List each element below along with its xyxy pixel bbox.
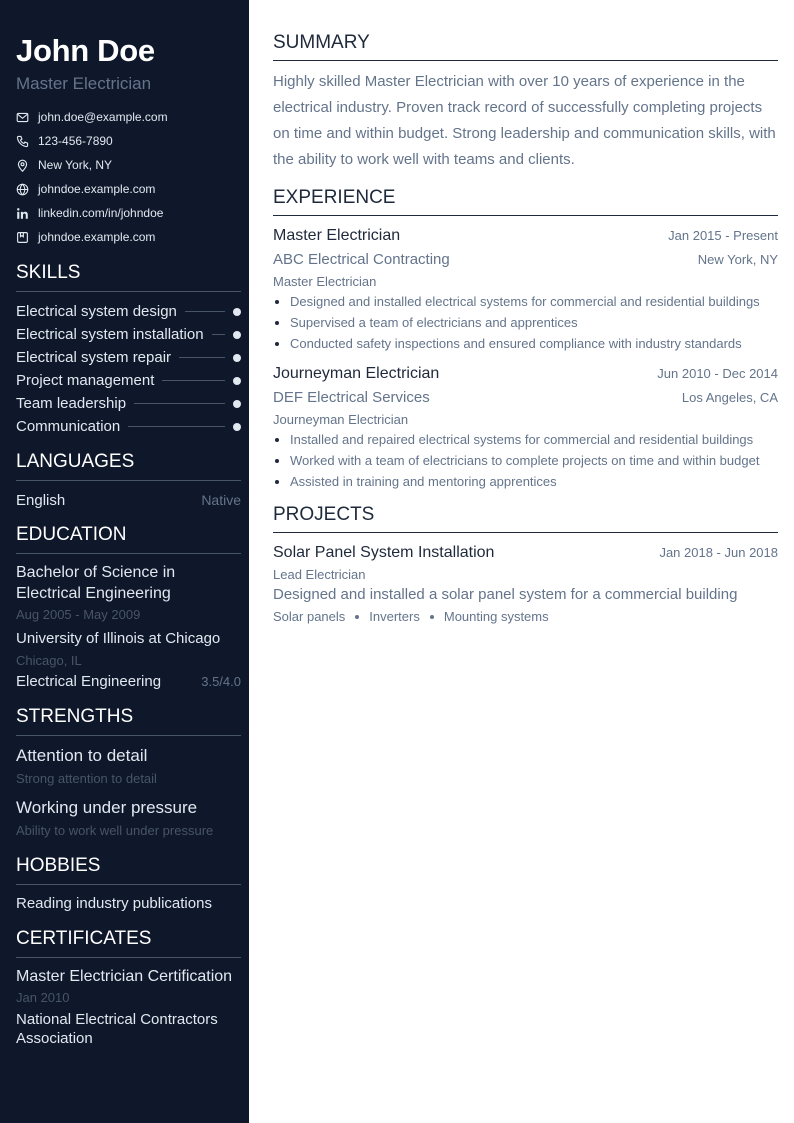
bullet-item: Worked with a team of electricians to complete projects on time and within budget: [273, 452, 778, 469]
contact-email[interactable]: [16, 105, 241, 129]
name: John Doe: [16, 33, 155, 68]
skill-item: [16, 369, 241, 392]
contact-text: 123-456-7890: [38, 134, 113, 148]
skill-label: Electrical system installation: [16, 326, 204, 343]
strength-desc: Strong attention to detail: [16, 771, 157, 786]
job-company: ABC Electrical Contracting: [273, 251, 450, 268]
main-content: [273, 32, 778, 642]
skill-label: Team leadership: [16, 395, 127, 412]
bullet-item: Conducted safety inspections and ensured compliance with industry standards: [273, 335, 778, 352]
section-heading: EDUCATION: [16, 523, 241, 554]
contact-phone[interactable]: [16, 129, 241, 153]
skill-label: Project management: [16, 372, 155, 389]
certificates-section: [16, 927, 241, 1048]
job-bullets: [273, 293, 778, 352]
job-entry: [273, 224, 778, 352]
phone-icon: [16, 135, 29, 148]
languages-section: [16, 450, 241, 511]
bullet-item: Installed and repaired electrical systems for commercial and residential buildings: [273, 431, 778, 448]
summary-text: Highly skilled Master Electrician with over 10 years of experience in the electrical industry. Proven track record of successfully completing projects on time and within budget. Strong leadership and communication skills, with the ability to work well with teams and clients.: [273, 73, 776, 168]
education-field-row: [16, 671, 241, 693]
skill-label: Electrical system design: [16, 303, 177, 320]
section-heading: CERTIFICATES: [16, 927, 241, 958]
project-dates: Jan 2018 - Jun 2018: [659, 545, 778, 560]
project-tags: [273, 606, 778, 628]
project-title: Solar Panel System Installation: [273, 544, 495, 561]
education-location: Chicago, IL: [16, 653, 82, 668]
skill-item: [16, 300, 241, 323]
project-tag: Mounting systems: [443, 609, 549, 624]
project-desc: Designed and installed a solar panel system for a commercial building: [273, 586, 738, 603]
hobbies-section: [16, 854, 241, 915]
job-role: Master Electrician: [273, 274, 377, 289]
job-location: New York, NY: [697, 252, 778, 267]
contact-list: [16, 105, 241, 249]
skill-label: Communication: [16, 418, 121, 435]
section-heading: HOBBIES: [16, 854, 241, 885]
contact-portfolio[interactable]: [16, 225, 241, 249]
experience-section: [273, 187, 778, 490]
hobby-item: Reading industry publications: [16, 895, 212, 912]
skills-section: [16, 261, 241, 438]
strength-desc: Ability to work well under pressure: [16, 823, 214, 838]
skill-dot: [233, 423, 241, 431]
bullet-item: Assisted in training and mentoring apprentices: [273, 473, 778, 490]
mail-icon: [16, 111, 29, 124]
section-heading: SKILLS: [16, 261, 241, 292]
location-icon: [16, 159, 29, 172]
linkedin-icon: [16, 207, 29, 220]
education-degree: Bachelor of Science in Electrical Engineering: [16, 564, 176, 602]
education-gpa: 3.5/4.0: [201, 674, 241, 689]
skill-label: Electrical system repair: [16, 349, 172, 366]
job-company: DEF Electrical Services: [273, 389, 430, 406]
strengths-section: [16, 705, 241, 842]
section-heading: EXPERIENCE: [273, 187, 778, 216]
contact-location: [16, 153, 241, 177]
job-title: Master Electrician: [16, 74, 152, 93]
contact-linkedin[interactable]: [16, 201, 241, 225]
education-section: [16, 523, 241, 693]
strength-title: Attention to detail: [16, 746, 148, 765]
skill-line: [179, 357, 225, 358]
certificate-issuer: National Electrical Contractors Association: [16, 1011, 218, 1047]
globe-icon: [16, 183, 29, 196]
skill-dot: [233, 308, 241, 316]
education-dates: Aug 2005 - May 2009: [16, 607, 141, 622]
skill-item: [16, 323, 241, 346]
section-heading: STRENGTHS: [16, 705, 241, 736]
job-title: Master Electrician: [273, 227, 401, 244]
sidebar: [0, 0, 249, 1123]
job-bullets: [273, 431, 778, 490]
skill-item: [16, 392, 241, 415]
project-tag: Solar panels: [273, 609, 346, 624]
tag-separator: [430, 615, 434, 619]
skill-line: [134, 403, 225, 404]
language-name: English: [16, 491, 66, 509]
skill-line: [185, 311, 225, 312]
project-entry: [273, 541, 778, 628]
skill-item: [16, 346, 241, 369]
skill-line: [212, 334, 225, 335]
contact-website[interactable]: [16, 177, 241, 201]
language-item: [16, 489, 241, 511]
project-role: Lead Electrician: [273, 567, 366, 582]
job-location: Los Angeles, CA: [681, 390, 778, 405]
certificate-date: Jan 2010: [16, 990, 70, 1005]
portfolio-icon: [16, 231, 29, 244]
job-dates: Jan 2015 - Present: [668, 228, 778, 243]
section-heading: PROJECTS: [273, 504, 778, 533]
contact-text: john.doe@example.com: [38, 110, 168, 124]
section-heading: SUMMARY: [273, 32, 778, 61]
skill-dot: [233, 400, 241, 408]
job-role: Journeyman Electrician: [273, 412, 409, 427]
job-title: Journeyman Electrician: [273, 365, 440, 382]
job-entry: [273, 362, 778, 490]
contact-text: New York, NY: [38, 158, 113, 172]
job-dates: Jun 2010 - Dec 2014: [657, 366, 778, 381]
contact-text: linkedin.com/in/johndoe: [38, 206, 164, 220]
skill-dot: [233, 377, 241, 385]
tag-separator: [355, 615, 359, 619]
bullet-item: Designed and installed electrical systems for commercial and residential buildings: [273, 293, 778, 310]
contact-text: johndoe.example.com: [38, 230, 156, 244]
skill-dot: [233, 331, 241, 339]
projects-section: [273, 504, 778, 628]
education-field: Electrical Engineering: [16, 673, 162, 690]
skill-line: [162, 380, 225, 381]
bullet-item: Supervised a team of electricians and apprentices: [273, 314, 778, 331]
contact-text: johndoe.example.com: [38, 182, 156, 196]
certificate-title: Master Electrician Certification: [16, 968, 233, 985]
skill-line: [128, 426, 225, 427]
strength-title: Working under pressure: [16, 798, 198, 817]
skill-item: [16, 415, 241, 438]
section-heading: LANGUAGES: [16, 450, 241, 481]
skill-dot: [233, 354, 241, 362]
project-tag: Inverters: [369, 609, 420, 624]
language-level: Native: [201, 492, 241, 508]
summary-section: [273, 32, 778, 173]
education-school: University of Illinois at Chicago: [16, 630, 221, 647]
